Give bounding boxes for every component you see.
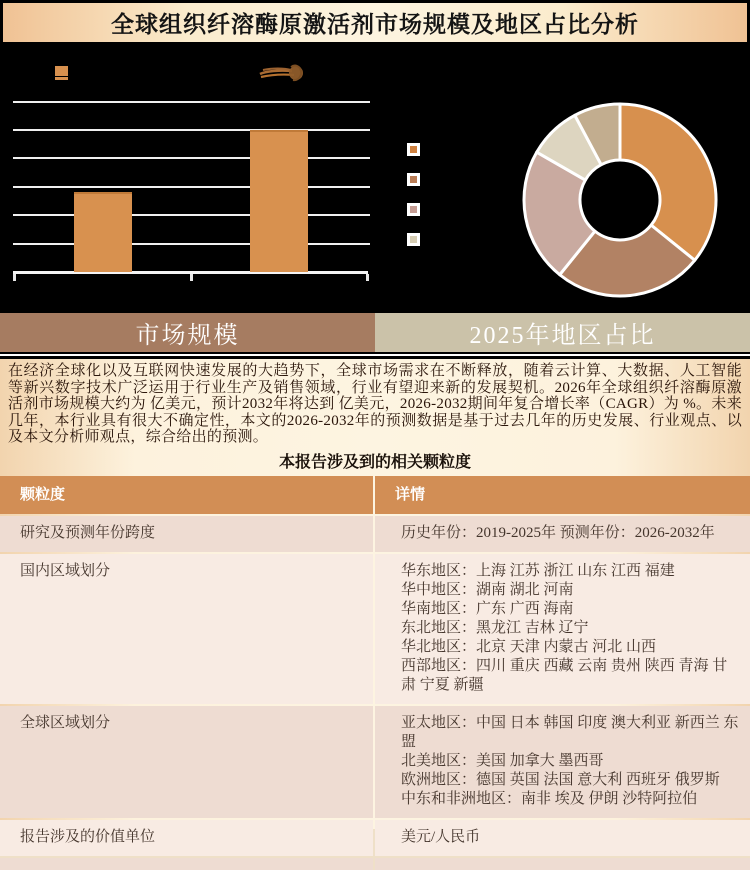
banner-market-size-label: 市场规模 bbox=[135, 323, 240, 349]
pie-chart bbox=[375, 42, 750, 313]
intro-paragraph: 在经济全球化以及互联网快速发展的大趋势下，全球市场需求在不断释放，随着云计算、大数据、人工智能等新兴数字技术广泛运用于行业生产及销售领域，行业有望迎来新的发展契机。2026年全球组织纤溶酶原激活剂市场规模大约为 亿美元，预计2032年将达到 亿美元，2026-2032期间年复合增长率（CAGR）为 %。未来几年，本行业具有很大不确定性，本文的2026-2032年的预测数据是基于过去几年的历史发展、行业观点、以及本文分析师观点，综合给出的预测。 bbox=[8, 363, 742, 445]
granularity-label: 研究及预测年份跨度 bbox=[0, 516, 373, 552]
bar bbox=[250, 130, 308, 272]
column-header-granularity: 颗粒度 bbox=[0, 476, 373, 514]
table-row bbox=[0, 554, 750, 704]
bar-chart bbox=[0, 42, 375, 313]
axis-tick bbox=[366, 274, 369, 281]
table-row-partial bbox=[0, 858, 750, 870]
granularity-table-body bbox=[0, 516, 750, 856]
chart-panel bbox=[0, 42, 750, 313]
banner-region-share bbox=[375, 313, 750, 352]
column-header-details: 详情 bbox=[375, 476, 750, 514]
gridline bbox=[13, 186, 370, 188]
axis-tick bbox=[190, 274, 193, 281]
axis-tick bbox=[13, 274, 16, 281]
banner-market-size bbox=[0, 313, 375, 352]
table-row bbox=[0, 820, 750, 856]
donut-svg bbox=[518, 98, 722, 302]
pie-legend-swatch bbox=[407, 143, 420, 156]
title-band bbox=[0, 0, 750, 42]
granularity-details: 美元/人民币 bbox=[375, 820, 750, 856]
gridline bbox=[13, 101, 370, 103]
bar-plot bbox=[13, 74, 370, 272]
pie-legend-swatch bbox=[407, 203, 420, 216]
table-heading: 本报告涉及到的相关颗粒度 bbox=[278, 453, 471, 471]
pie-legend-swatch bbox=[407, 233, 420, 246]
gridline bbox=[13, 243, 370, 245]
gridline bbox=[13, 129, 370, 131]
banner-region-share-label: 2025年地区占比 bbox=[469, 323, 656, 349]
gridline bbox=[13, 214, 370, 216]
body-area bbox=[0, 359, 750, 870]
section-banners bbox=[0, 313, 750, 352]
granularity-details: 亚太地区：中国 日本 韩国 印度 澳大利亚 新西兰 东盟 北美地区：美国 加拿大 墨西哥 欧洲地区：德国 英国 法国 意大利 西班牙 俄罗斯 中东和非洲地区：南非 埃及 伊朗 沙特阿拉伯 bbox=[375, 706, 750, 818]
pie-legend bbox=[407, 143, 420, 246]
gridline bbox=[13, 157, 370, 159]
granularity-details: 华东地区：上海 江苏 浙江 山东 江西 福建 华中地区：湖南 湖北 河南 华南地区：广东 广西 海南 东北地区：黑龙江 吉林 辽宁 华北地区：北京 天津 内蒙古 河北 山西 西部地区：四川 重庆 西藏 云南 贵州 陕西 青海 甘肃 宁夏 新疆 bbox=[375, 554, 750, 704]
table-header-row bbox=[0, 476, 750, 514]
granularity-details: 历史年份：2019-2025年 预测年份：2026-2032年 bbox=[375, 516, 750, 552]
separator-rule bbox=[0, 352, 750, 359]
granularity-table bbox=[0, 476, 750, 870]
table-row bbox=[0, 516, 750, 552]
granularity-label: 报告涉及的价值单位 bbox=[0, 820, 373, 856]
bar bbox=[74, 192, 132, 272]
donut-chart bbox=[518, 98, 722, 307]
granularity-label: 国内区域划分 bbox=[0, 554, 373, 704]
table-row bbox=[0, 706, 750, 818]
granularity-label: 全球区域划分 bbox=[0, 706, 373, 818]
page-title: 全球组织纤溶酶原激活剂市场规模及地区占比分析 bbox=[111, 12, 639, 37]
pie-legend-swatch bbox=[407, 173, 420, 186]
